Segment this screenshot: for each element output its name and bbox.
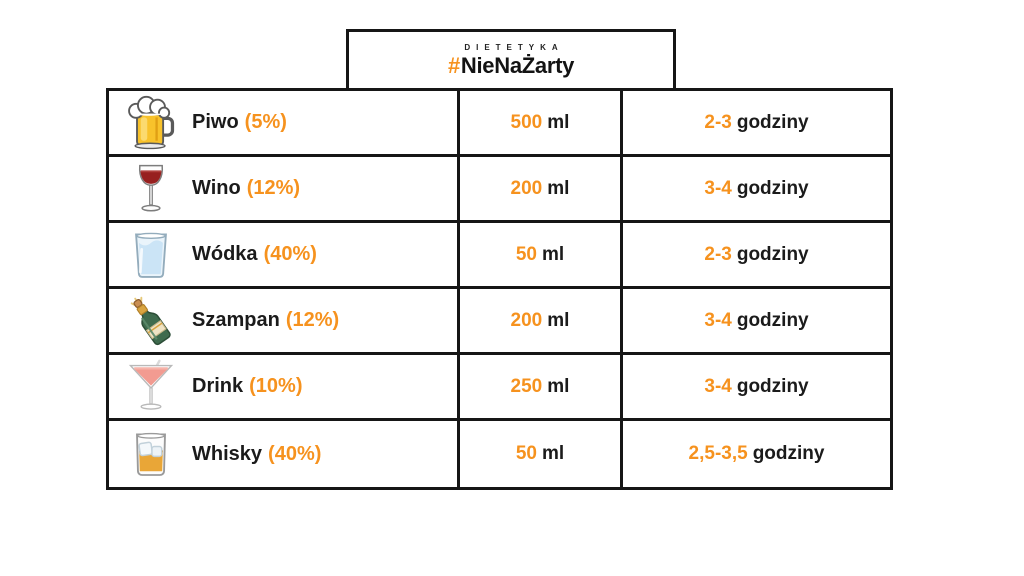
time-value: 3-4 — [704, 177, 732, 199]
amount-unit: ml — [547, 375, 570, 397]
drink-label — [192, 309, 339, 332]
amount-label — [511, 112, 570, 134]
vodka-glass-icon — [122, 226, 180, 284]
time-value: 3-4 — [704, 375, 732, 397]
drink-abv: (12%) — [246, 177, 301, 199]
drink-abv: (12%) — [285, 309, 340, 331]
alcohol-metabolism-table — [106, 88, 893, 490]
drink-abv: (5%) — [244, 111, 287, 133]
brand-name-text: NieNaŻarty — [460, 53, 575, 78]
drink-abv: (10%) — [249, 375, 303, 397]
whisky-glass-icon — [122, 425, 180, 483]
table-row-szampan-name-cell — [109, 289, 460, 355]
amount-unit: ml — [547, 177, 570, 199]
drink-label — [192, 243, 317, 266]
amount-label — [516, 443, 564, 465]
drink-name: Szampan — [192, 309, 280, 331]
time-unit: godziny — [736, 309, 809, 331]
drink-name: Whisky — [192, 442, 263, 465]
time-label — [704, 376, 808, 398]
table-row-piwo-name-cell — [109, 91, 460, 157]
beer-mug-icon — [122, 94, 180, 152]
time-unit: godziny — [736, 111, 809, 133]
drink-label — [192, 443, 321, 466]
champagne-bottle-icon — [122, 292, 180, 350]
amount-value: 250 — [510, 375, 543, 397]
time-value: 3-4 — [704, 309, 732, 331]
time-value: 2,5-3,5 — [688, 443, 748, 464]
amount-value: 50 — [515, 243, 537, 265]
time-unit: godziny — [736, 177, 809, 199]
table-row-whisky-time-cell — [623, 421, 890, 487]
drink-name: Drink — [192, 375, 244, 397]
table-row-whisky-amount-cell — [460, 421, 623, 487]
brand-header — [346, 29, 676, 91]
amount-unit: ml — [541, 243, 565, 265]
brand-hash: # — [447, 53, 460, 78]
table-row-piwo-amount-cell — [460, 91, 623, 157]
drink-abv: (40%) — [263, 243, 317, 265]
brand-dietetyka-label: DIETETYKA — [464, 43, 564, 52]
table-row-wino-name-cell — [109, 157, 460, 223]
amount-label — [511, 376, 570, 398]
table-row-wodka-time-cell — [623, 223, 890, 289]
amount-value: 50 — [515, 443, 537, 464]
table-row-drink-name-cell — [109, 355, 460, 421]
amount-label — [511, 178, 570, 200]
table-row-szampan-time-cell — [623, 289, 890, 355]
table-row-drink-amount-cell — [460, 355, 623, 421]
table-row-piwo-time-cell — [623, 91, 890, 157]
brand-nienazarty-label — [448, 55, 574, 77]
drink-name: Wino — [192, 177, 241, 199]
table-row-whisky-name-cell — [109, 421, 460, 487]
cocktail-glass-icon — [122, 358, 180, 416]
time-unit: godziny — [752, 443, 825, 464]
drink-label — [192, 375, 302, 398]
drink-name: Wódka — [192, 243, 258, 265]
drink-abv: (40%) — [268, 442, 322, 465]
table-row-drink-time-cell — [623, 355, 890, 421]
amount-unit: ml — [547, 309, 570, 331]
amount-label — [516, 244, 564, 266]
time-label — [704, 178, 808, 200]
table-row-wino-time-cell — [623, 157, 890, 223]
time-value: 2-3 — [704, 111, 732, 133]
amount-value: 500 — [510, 111, 543, 133]
amount-label — [511, 310, 570, 332]
amount-value: 200 — [510, 177, 543, 199]
time-unit: godziny — [736, 243, 809, 265]
wine-glass-icon — [122, 160, 180, 218]
time-unit: godziny — [736, 375, 809, 397]
drink-label — [192, 177, 300, 200]
amount-unit: ml — [547, 111, 570, 133]
time-label — [689, 443, 825, 465]
table-row-wino-amount-cell — [460, 157, 623, 223]
drink-label — [192, 111, 287, 134]
table-row-wodka-amount-cell — [460, 223, 623, 289]
time-label — [704, 310, 808, 332]
time-label — [704, 244, 808, 266]
table-row-szampan-amount-cell — [460, 289, 623, 355]
table-row-wodka-name-cell — [109, 223, 460, 289]
time-value: 2-3 — [704, 243, 732, 265]
amount-unit: ml — [541, 443, 565, 464]
time-label — [704, 112, 808, 134]
drink-name: Piwo — [192, 111, 239, 133]
amount-value: 200 — [510, 309, 543, 331]
